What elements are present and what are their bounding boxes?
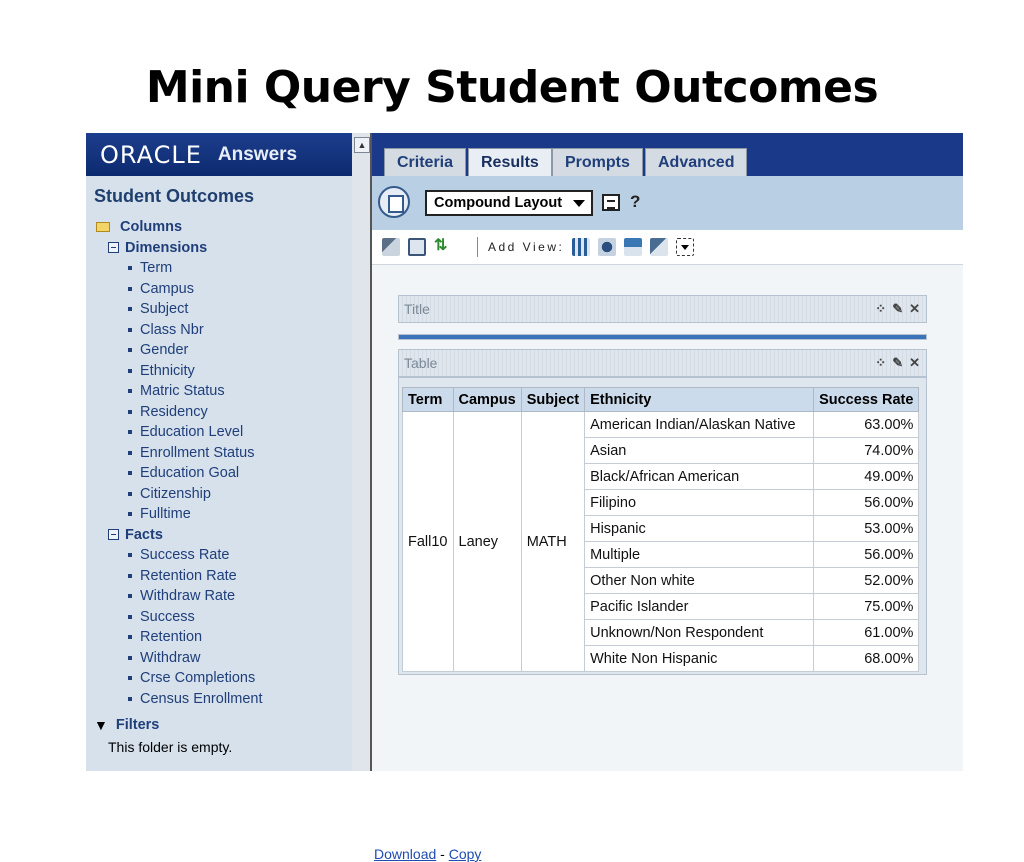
refresh-icon[interactable]: ⇅ bbox=[434, 237, 448, 254]
table-header-row bbox=[403, 388, 919, 412]
more-views-dropdown[interactable] bbox=[676, 238, 694, 256]
bullet-icon bbox=[128, 410, 132, 414]
bullet-icon bbox=[128, 676, 132, 680]
help-icon[interactable]: ? bbox=[630, 192, 641, 211]
tree-item[interactable] bbox=[94, 422, 263, 443]
copy-link[interactable]: Copy bbox=[448, 846, 482, 862]
tree-item-label: Residency bbox=[140, 403, 208, 420]
table-view-body bbox=[398, 377, 927, 675]
edit-check-icon[interactable] bbox=[408, 238, 426, 256]
cell-term: Fall10 bbox=[403, 412, 454, 672]
header-campus[interactable]: Campus bbox=[453, 388, 521, 412]
cell-success-rate: 52.00% bbox=[814, 568, 919, 594]
narrative-view-icon[interactable] bbox=[650, 238, 668, 256]
facts-folder[interactable] bbox=[94, 525, 263, 546]
tree-item[interactable] bbox=[94, 668, 263, 689]
bullet-icon bbox=[128, 574, 132, 578]
header-ethnicity[interactable]: Ethnicity bbox=[585, 388, 814, 412]
tree-item[interactable] bbox=[94, 545, 263, 566]
facts-label: Facts bbox=[125, 526, 163, 543]
dimensions-folder[interactable] bbox=[94, 238, 263, 259]
dimension-list bbox=[94, 258, 263, 525]
tree-item[interactable] bbox=[94, 504, 263, 525]
tree-item-label: Withdraw bbox=[140, 649, 201, 666]
tree-item[interactable] bbox=[94, 340, 263, 361]
cell-ethnicity: Multiple bbox=[585, 542, 814, 568]
download-link[interactable]: Download bbox=[374, 846, 437, 862]
layout-select-value: Compound Layout bbox=[434, 195, 563, 211]
cell-success-rate: 56.00% bbox=[814, 542, 919, 568]
format-icon[interactable]: ⁘ bbox=[875, 301, 887, 316]
tree-item[interactable] bbox=[94, 463, 263, 484]
tree-item-label: Success Rate bbox=[140, 547, 230, 563]
tree-item[interactable] bbox=[94, 607, 263, 628]
tree-item-label: Success bbox=[140, 608, 195, 625]
tree-item[interactable] bbox=[94, 566, 263, 587]
table-view-icon[interactable] bbox=[572, 238, 590, 256]
filter-funnel-icon: ▼ bbox=[94, 717, 108, 733]
cell-campus: Laney bbox=[453, 412, 521, 672]
cell-ethnicity: Other Non white bbox=[585, 568, 814, 594]
properties-icon[interactable] bbox=[602, 194, 620, 211]
tree-item-label: Census Enrollment bbox=[140, 690, 263, 707]
compound-layout-icon[interactable] bbox=[378, 186, 410, 218]
tree-item[interactable] bbox=[94, 361, 263, 382]
cell-success-rate: 56.00% bbox=[814, 490, 919, 516]
bullet-icon bbox=[128, 697, 132, 701]
tree-item-label: Citizenship bbox=[140, 485, 211, 502]
bullet-icon bbox=[128, 369, 132, 373]
chevron-down-icon bbox=[681, 245, 689, 250]
tree-item[interactable] bbox=[94, 484, 263, 505]
tree-item[interactable] bbox=[94, 258, 263, 279]
tree-item-label: Fulltime bbox=[140, 506, 191, 522]
tree-item[interactable] bbox=[94, 689, 263, 710]
tree-item-label: Withdraw Rate bbox=[140, 588, 236, 604]
layout-toolbar bbox=[372, 176, 963, 230]
bullet-icon bbox=[128, 266, 132, 270]
tree-item[interactable] bbox=[94, 586, 263, 607]
tree-item-label: Enrollment Status bbox=[140, 444, 255, 461]
chart-view-icon[interactable] bbox=[598, 238, 616, 256]
table-view-header[interactable] bbox=[398, 349, 927, 377]
header-subject[interactable]: Subject bbox=[521, 388, 584, 412]
tree-item-label: Subject bbox=[140, 301, 189, 317]
cell-ethnicity: Unknown/Non Respondent bbox=[585, 620, 814, 646]
header-term[interactable]: Term bbox=[403, 388, 454, 412]
bullet-icon bbox=[128, 492, 132, 496]
bullet-icon bbox=[128, 594, 132, 598]
bullet-icon bbox=[128, 512, 132, 516]
title-view-label: Title bbox=[404, 301, 430, 317]
filters-folder[interactable] bbox=[94, 717, 159, 733]
tab-results[interactable]: Results bbox=[468, 148, 552, 176]
chevron-down-icon bbox=[573, 200, 585, 207]
cell-ethnicity: Black/African American bbox=[585, 464, 814, 490]
cell-ethnicity: Filipino bbox=[585, 490, 814, 516]
bullet-icon bbox=[128, 635, 132, 639]
bullet-icon bbox=[128, 307, 132, 311]
bullet-icon bbox=[128, 430, 132, 434]
tree-item[interactable] bbox=[94, 299, 263, 320]
tab-criteria[interactable]: Criteria bbox=[384, 148, 466, 176]
pane-scrollbar[interactable] bbox=[352, 133, 372, 771]
scroll-up-icon[interactable]: ▲ bbox=[354, 137, 370, 153]
dimensions-label: Dimensions bbox=[125, 239, 208, 256]
title-view-body bbox=[398, 334, 927, 340]
tree-item-label: Retention bbox=[140, 629, 203, 645]
table-row bbox=[403, 412, 919, 438]
tree-item-label: Education Level bbox=[140, 424, 244, 440]
bullet-icon bbox=[128, 615, 132, 619]
oracle-answers-screenshot bbox=[86, 133, 963, 862]
tree-item[interactable] bbox=[94, 648, 263, 669]
tree-item[interactable] bbox=[94, 320, 263, 341]
tree-item-label: Term bbox=[140, 260, 173, 276]
filters-label: Filters bbox=[115, 717, 160, 733]
bullet-icon bbox=[128, 348, 132, 352]
filters-empty-message: This folder is empty. bbox=[108, 739, 233, 755]
oracle-logo: ORACLE bbox=[100, 140, 202, 169]
tab-prompts[interactable]: Prompts bbox=[552, 148, 643, 176]
column-tree bbox=[94, 217, 263, 709]
oracle-header bbox=[86, 133, 352, 176]
print-icon[interactable] bbox=[382, 238, 400, 256]
tree-item-label: Class Nbr bbox=[140, 321, 204, 338]
bullet-icon bbox=[128, 287, 132, 291]
columns-label: Columns bbox=[120, 219, 183, 235]
subject-area-title: Student Outcomes bbox=[94, 186, 255, 206]
folder-icon bbox=[96, 222, 110, 232]
bullet-icon bbox=[128, 656, 132, 660]
results-table bbox=[402, 387, 919, 672]
workspace bbox=[372, 133, 963, 862]
bullet-icon bbox=[128, 471, 132, 475]
cell-success-rate: 53.00% bbox=[814, 516, 919, 542]
cell-ethnicity: White Non Hispanic bbox=[585, 646, 814, 672]
fact-list bbox=[94, 545, 263, 709]
tree-item[interactable] bbox=[94, 279, 263, 300]
table-view-actions bbox=[875, 354, 920, 372]
bullet-icon bbox=[128, 389, 132, 393]
bullet-icon bbox=[128, 451, 132, 455]
table-view-label: Table bbox=[404, 355, 438, 371]
tree-item-label: Ethnicity bbox=[140, 362, 195, 379]
cell-ethnicity: Hispanic bbox=[585, 516, 814, 542]
cell-ethnicity: American Indian/Alaskan Native bbox=[585, 412, 814, 438]
cell-success-rate: 75.00% bbox=[814, 594, 919, 620]
selection-pane bbox=[86, 133, 352, 771]
layout-select[interactable] bbox=[425, 190, 593, 216]
close-icon[interactable]: ✕ bbox=[909, 301, 920, 316]
toolbar-divider bbox=[477, 237, 478, 257]
bullet-icon bbox=[128, 328, 132, 332]
tree-item-label: Retention Rate bbox=[140, 567, 237, 584]
tab-bar bbox=[372, 133, 963, 176]
title-view-header[interactable] bbox=[398, 295, 927, 323]
table-body bbox=[403, 412, 919, 672]
tree-item[interactable] bbox=[94, 627, 263, 648]
view-toolbar bbox=[372, 230, 963, 265]
cell-success-rate: 74.00% bbox=[814, 438, 919, 464]
tree-item-label: Campus bbox=[140, 280, 194, 297]
close-icon[interactable]: ✕ bbox=[909, 355, 920, 370]
cell-success-rate: 68.00% bbox=[814, 646, 919, 672]
format-icon[interactable]: ⁘ bbox=[875, 355, 887, 370]
tree-item-label: Matric Status bbox=[140, 383, 225, 399]
cell-success-rate: 49.00% bbox=[814, 464, 919, 490]
tree-item-label: Gender bbox=[140, 342, 189, 358]
tree-item[interactable] bbox=[94, 402, 263, 423]
tree-item[interactable] bbox=[94, 381, 263, 402]
add-view-label: Add View: bbox=[488, 240, 565, 254]
cell-subject: MATH bbox=[521, 412, 584, 672]
header-success-rate[interactable]: Success Rate bbox=[814, 388, 919, 412]
edit-icon[interactable]: ✎ bbox=[892, 355, 904, 370]
columns-folder[interactable] bbox=[94, 217, 263, 238]
tree-item-label: Crse Completions bbox=[140, 670, 256, 686]
compound-layout-area bbox=[372, 265, 963, 862]
cell-success-rate: 61.00% bbox=[814, 620, 919, 646]
cell-ethnicity: Asian bbox=[585, 438, 814, 464]
bullet-icon bbox=[128, 553, 132, 557]
collapse-icon[interactable] bbox=[108, 242, 119, 253]
collapse-icon[interactable] bbox=[108, 529, 119, 540]
tab-advanced[interactable]: Advanced bbox=[645, 148, 747, 176]
cell-ethnicity: Pacific Islander bbox=[585, 594, 814, 620]
tree-item[interactable] bbox=[94, 443, 263, 464]
slide-title: Mini Query Student Outcomes bbox=[145, 62, 879, 113]
app-name: Answers bbox=[217, 143, 298, 165]
link-separator: - bbox=[440, 846, 445, 862]
tree-item-label: Education Goal bbox=[140, 465, 240, 481]
pivot-view-icon[interactable] bbox=[624, 238, 642, 256]
cell-success-rate: 63.00% bbox=[814, 412, 919, 438]
view-links bbox=[374, 846, 481, 862]
edit-icon[interactable]: ✎ bbox=[892, 301, 904, 316]
title-view-actions bbox=[875, 300, 920, 318]
